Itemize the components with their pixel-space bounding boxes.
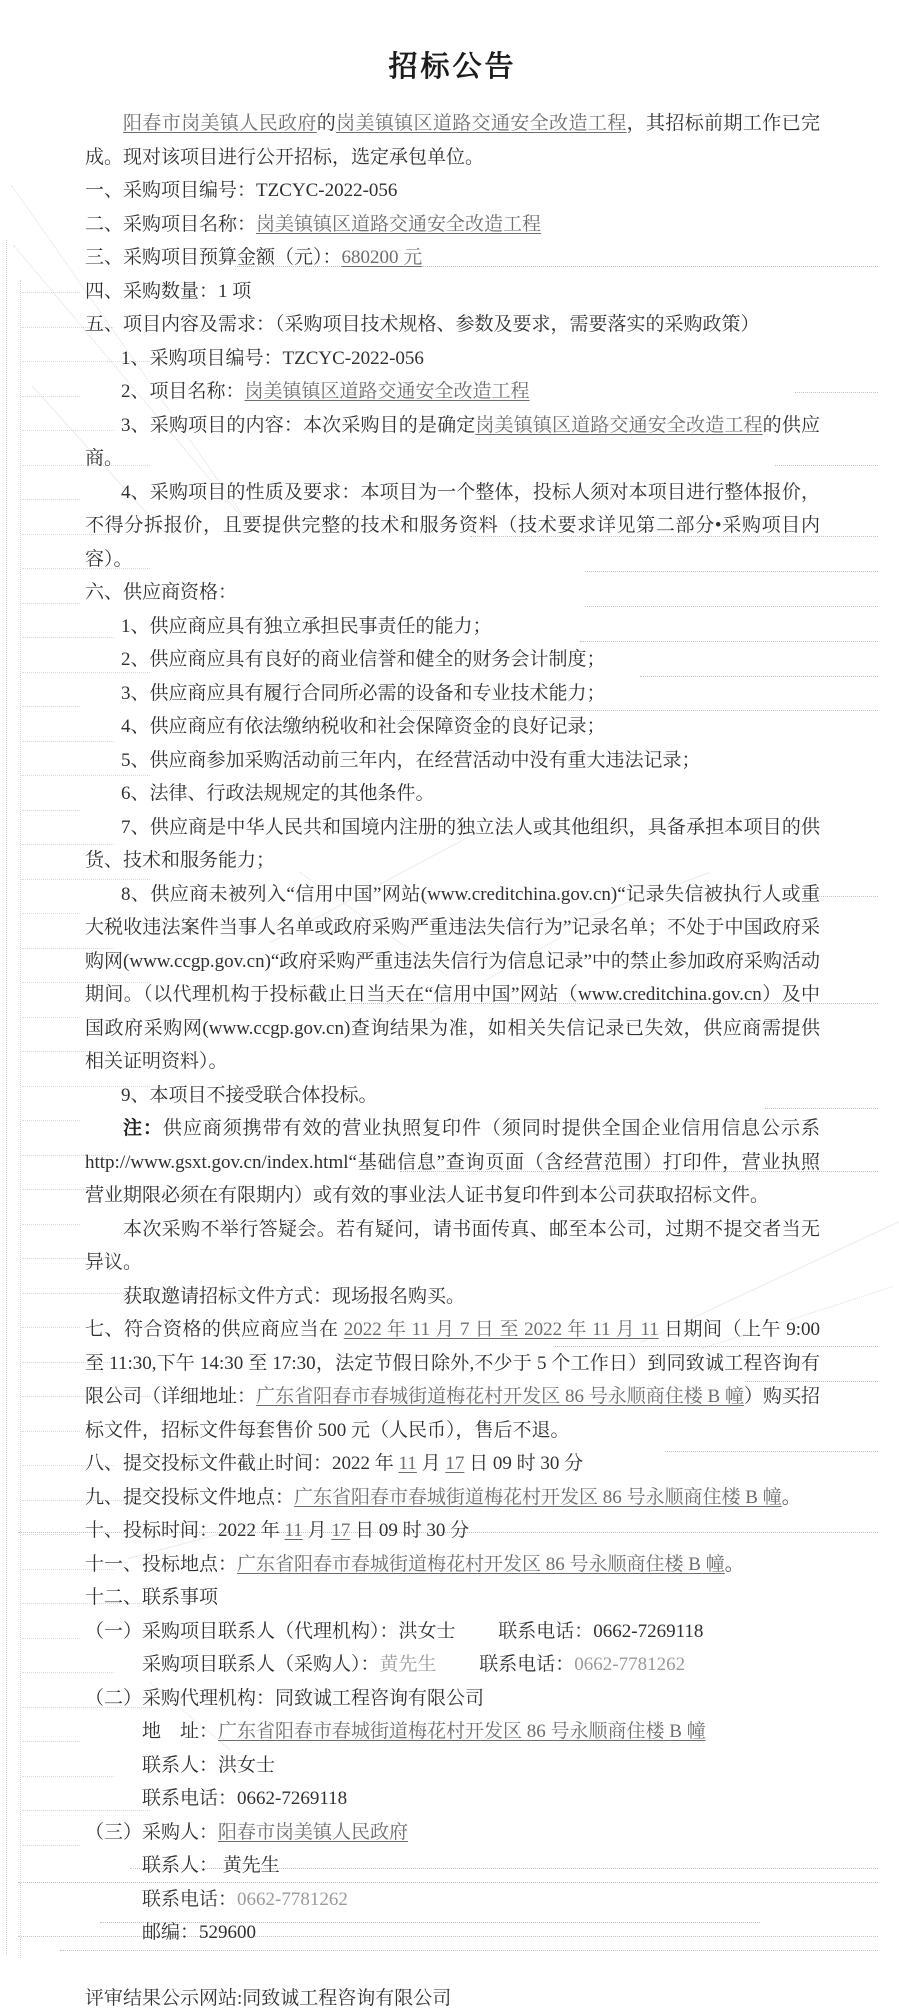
- text-run: 三、采购项目预算金额（元）：: [85, 247, 342, 268]
- text-run: 4、供应商应有依法缴纳税收和社会保障资金的良好记录；: [121, 716, 606, 737]
- text-run: 黄先生: [380, 1654, 437, 1675]
- text-run: 4、采购项目的性质及要求：本项目为一个整体，投标人须对本项目进行整体报价，不得分拆报价，且要提供完整的技术和服务资料（技术要求详见第二部分•采购项目内容）。: [85, 482, 820, 570]
- text-run: 评审结果公示网站:同致诚工程咨询有限公司: [85, 1988, 451, 2009]
- margin-dots-artifact: [22, 1431, 80, 1432]
- text-run: 五、项目内容及需求：（采购项目技术规格、参数及要求，需要落实的采购政策）: [85, 314, 760, 335]
- text-run: 6、法律、行政法规规定的其他条件。: [121, 783, 435, 804]
- agency-phone-line: [85, 1782, 820, 1816]
- review-result-site-line: [85, 1982, 820, 2015]
- text-run: 1、供应商应具有独立承担民事责任的能力；: [121, 616, 492, 637]
- item-6-6: [85, 777, 820, 811]
- margin-dots-artifact: [22, 499, 80, 500]
- contact-agency-line: [85, 1615, 820, 1649]
- text-run: 联系电话：: [142, 1889, 237, 1910]
- text-run: 9、本项目不接受联合体投标。: [121, 1085, 378, 1106]
- text-run: （三）采购人：: [85, 1822, 218, 1843]
- item-11-bid-place: [85, 1548, 820, 1582]
- text-run: 0662-7781262: [237, 1889, 348, 1910]
- margin-dots-artifact: [22, 1327, 80, 1328]
- item-6-3: [85, 677, 820, 711]
- item-5-content-header: [85, 308, 820, 342]
- text-run: 1、采购项目编号：TZCYC-2022-056: [121, 348, 424, 369]
- text-run: 联系电话：: [437, 1654, 575, 1675]
- no-qa-paragraph: [85, 1213, 820, 1280]
- item-2-project-name: [85, 208, 820, 242]
- text-run: 十二、联系事项: [85, 1587, 218, 1608]
- underlined-value: 2022 年 11 月 7 日 至 2022 年 11 月 11: [344, 1319, 659, 1340]
- text-run: （一）采购项目联系人（代理机构）：洪女士 联系电话：0662-7269118: [85, 1621, 703, 1642]
- margin-dots-artifact: [22, 913, 80, 914]
- margin-dots-artifact: [22, 1845, 80, 1846]
- item-6-qualification-header: [85, 576, 820, 610]
- obtain-method-paragraph: [85, 1280, 820, 1314]
- item-1-project-number: [85, 174, 820, 208]
- underlined-value: 岗美镇镇区道路交通安全改造工程: [336, 113, 627, 134]
- item-5-3: [85, 409, 820, 476]
- note-paragraph: [85, 1112, 820, 1213]
- underlined-value: 广东省阳春市春城街道梅花村开发区 86 号永顺商住楼 B 幢: [294, 1487, 782, 1508]
- item-5-4: [85, 476, 820, 577]
- underlined-value: 岗美镇镇区道路交通安全改造工程: [256, 214, 541, 235]
- margin-dots-artifact: [22, 396, 80, 397]
- intro-paragraph: [85, 107, 820, 174]
- text-run: 5、供应商参加采购活动前三年内，在经营活动中没有重大违法记录；: [121, 750, 701, 771]
- text-run: （二）采购代理机构：同致诚工程咨询有限公司: [85, 1688, 484, 1709]
- item-3-budget: [85, 241, 820, 275]
- text-run: 注：: [123, 1118, 163, 1139]
- margin-dots-artifact: [22, 706, 80, 707]
- underlined-value: 广东省阳春市春城街道梅花村开发区 86 号永顺商住楼 B 幢: [218, 1721, 706, 1742]
- vertical-dots-artifact: [6, 240, 7, 1955]
- underlined-value: 17: [445, 1453, 464, 1474]
- text-run: 月: [303, 1520, 332, 1541]
- postcode-line: [85, 1916, 820, 1950]
- purchaser-name-line: [85, 1816, 820, 1850]
- text-run: 。: [725, 1554, 744, 1575]
- page-title: 招标公告: [85, 44, 820, 85]
- text-run: 的供应商。: [85, 415, 820, 470]
- underlined-value: 17: [331, 1520, 350, 1541]
- item-6-9: [85, 1079, 820, 1113]
- text-run: 获取邀请招标文件方式：现场报名购买。: [123, 1286, 465, 1307]
- text-run: 供应商须携带有效的营业执照复印件（须同时提供全国企业信用信息公示系 http://www.gsxt.gov.cn/index.html“基础信息”查询页面（含经营范围）打印件，营业执照营业期限必须在有限期内）或有效的事业法人证书复印件到本公司获取招标文件。: [85, 1118, 820, 1206]
- text-run: 8、供应商未被列入“信用中国”网站(www.creditchina.gov.cn)“记录失信被执行人或重大税收违法案件当事人名单或政府采购严重违法失信行为”记录名单；不处于中国政府采购网(www.ccgp.gov.cn)“政府采购严重违法失信行为信息记录”中的禁止参加政府采购活动期间。（以代理机构于投标截止日当天在“信用中国”网站（www.creditchina.gov.cn）及中国政府采购网(www.ccgp.gov.cn)查询结果为准，如相关失信记录已失效，供应商需提供相关证明资料）。: [85, 884, 820, 1073]
- text-run: 日 09 时 30 分: [464, 1453, 583, 1474]
- text-run: 十一、投标地点：: [85, 1554, 237, 1575]
- text-run: 7、供应商是中华人民共和国境内注册的独立法人或其他组织，具备承担本项目的供货、技术和服务能力；: [85, 817, 820, 872]
- text-run: ）购买招标文件，招标文件每套售价 500 元（人民币），售后不退。: [85, 1386, 820, 1441]
- item-5-1: [85, 342, 820, 376]
- purchaser-phone-line: [85, 1883, 820, 1917]
- text-run: 六、供应商资格：: [85, 582, 237, 603]
- item-12-contact-header: [85, 1581, 820, 1615]
- text-run: 联系人：洪女士: [142, 1755, 275, 1776]
- text-run: 日期间（上午 9:00 至 11:30,下午 14:30 至 17:30，法定节假日除外,不少于 5 个工作日）到同致诚工程咨询有限公司（详细地址：: [85, 1319, 820, 1407]
- item-4-quantity: [85, 275, 820, 309]
- margin-dots-artifact: [22, 1017, 80, 1018]
- text-run: 十、投标时间：2022 年: [85, 1520, 285, 1541]
- margin-dots-artifact: [22, 603, 80, 604]
- margin-dots-artifact: [22, 810, 80, 811]
- text-run: 邮编：529600: [142, 1922, 256, 1943]
- text-run: 四、采购数量：1 项: [85, 281, 251, 302]
- item-5-2: [85, 375, 820, 409]
- item-7-purchase-period: [85, 1313, 820, 1447]
- text-run: 0662-7781262: [574, 1654, 685, 1675]
- text-run: 2、项目名称：: [121, 381, 245, 402]
- text-run: 七、符合资格的供应商应当在: [85, 1319, 344, 1340]
- item-6-2: [85, 643, 820, 677]
- item-6-8: [85, 878, 820, 1079]
- margin-dots-artifact: [22, 1534, 80, 1535]
- underlined-value: 阳春市岗美镇人民政府: [218, 1822, 408, 1843]
- underlined-value: 11: [399, 1453, 417, 1474]
- text-run: 3、供应商应具有履行合同所必需的设备和专业技术能力；: [121, 683, 606, 704]
- text-run: ，其招标前期工作已完成。现对该项目进行公开招标，选定承包单位。: [85, 113, 820, 168]
- text-run: 二、采购项目名称：: [85, 214, 256, 235]
- underlined-value: 广东省阳春市春城街道梅花村开发区 86 号永顺商住楼 B 幢: [237, 1554, 725, 1575]
- item-6-7: [85, 811, 820, 878]
- text-run: 的: [317, 113, 336, 134]
- underlined-value: 阳春市岗美镇人民政府: [123, 113, 317, 134]
- margin-dots-artifact: [22, 1638, 80, 1639]
- item-8-deadline: [85, 1447, 820, 1481]
- document-body: [85, 107, 820, 2015]
- vertical-dots-artifact: [20, 280, 21, 1958]
- item-6-5: [85, 744, 820, 778]
- text-run: 本次采购不举行答疑会。若有疑问，请书面传真、邮至本公司，过期不提交者当无异议。: [85, 1219, 820, 1274]
- item-6-4: [85, 710, 820, 744]
- margin-dots-artifact: [22, 1224, 80, 1225]
- underlined-value: 11: [285, 1520, 303, 1541]
- item-9-submit-place: [85, 1481, 820, 1515]
- purchaser-contact-line: [85, 1849, 820, 1883]
- underlined-value: 680200 元: [342, 247, 423, 268]
- agency-contact-line: [85, 1749, 820, 1783]
- text-run: 月: [417, 1453, 446, 1474]
- text-run: 。: [782, 1487, 801, 1508]
- underlined-value: 岗美镇镇区道路交通安全改造工程: [475, 415, 762, 436]
- underlined-value: 广东省阳春市春城街道梅花村开发区 86 号永顺商住楼 B 幢: [256, 1386, 744, 1407]
- text-run: 3、采购项目的内容：本次采购目的是确定: [121, 415, 475, 436]
- text-run: 九、提交投标文件地点：: [85, 1487, 294, 1508]
- contact-purchaser-line: [85, 1648, 820, 1682]
- item-10-bid-time: [85, 1514, 820, 1548]
- text-run: 八、提交投标文件截止时间：2022 年: [85, 1453, 399, 1474]
- item-6-1: [85, 610, 820, 644]
- margin-dots-artifact: [22, 1741, 80, 1742]
- margin-dots-artifact: [22, 1120, 80, 1121]
- text-run: 联系电话：0662-7269118: [142, 1788, 347, 1809]
- agency-address-line: [85, 1715, 820, 1749]
- text-run: 一、采购项目编号：TZCYC-2022-056: [85, 180, 397, 201]
- underlined-value: 岗美镇镇区道路交通安全改造工程: [245, 381, 530, 402]
- text-run: 联系人： 黄先生: [142, 1855, 280, 1876]
- margin-dots-artifact: [22, 292, 80, 293]
- text-run: 采购项目联系人（采购人）：: [142, 1654, 380, 1675]
- text-run: 日 09 时 30 分: [350, 1520, 469, 1541]
- text-run: 2、供应商应具有良好的商业信誉和健全的财务会计制度；: [121, 649, 606, 670]
- agency-name-line: [85, 1682, 820, 1716]
- text-run: 地 址：: [142, 1721, 218, 1742]
